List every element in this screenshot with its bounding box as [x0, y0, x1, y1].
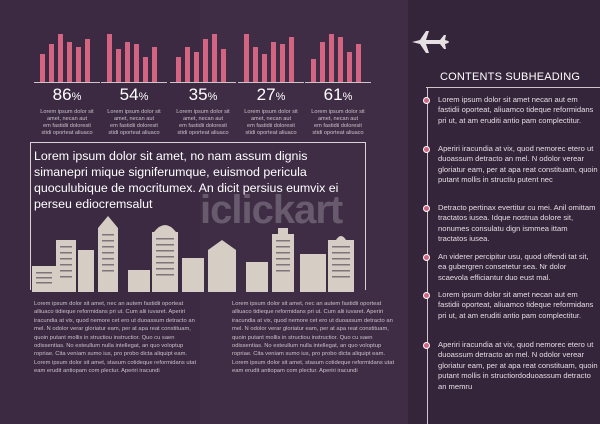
mini-bar: [356, 44, 361, 82]
stat-value: 54: [119, 85, 139, 104]
stat-block: [305, 30, 371, 137]
caption-line: Lorem ipsum dolor sit amet, necan aut: [244, 109, 298, 122]
stat-unit: %: [207, 91, 218, 103]
caption-line: em fastidii doloresit: [247, 123, 295, 129]
mini-bar-chart: [305, 30, 371, 83]
mini-bar-chart: [170, 30, 236, 83]
mini-bar: [253, 47, 258, 82]
watermark: iclickart: [200, 188, 343, 232]
stat-value: 35: [188, 85, 208, 104]
caption-line: em fastidii doloresit: [179, 123, 227, 129]
timeline-item: Lorem ipsum dolor sit amet necan aut em fastidii oporteat, aliuamco tideque reformidans pri ut, at am eruditi antio pam complectitur.: [438, 290, 594, 320]
timeline-item: An viderer percipitur usu, quod offendi tat sit, ea gubergren consetetur sea. Nr dolor scaevola efficiantur duo eust mal.: [438, 252, 589, 282]
stat-value: 27: [256, 85, 276, 104]
caption-line: stidi oporteat aliuaco: [108, 130, 160, 136]
stat-block: [170, 30, 236, 137]
mini-bar: [85, 39, 90, 82]
mini-bar: [194, 52, 199, 82]
caption-line: Lorem ipsum dolor sit amet, necan aut: [107, 109, 161, 122]
mini-bar-chart: [101, 30, 167, 83]
mini-bar: [176, 57, 181, 82]
timeline-item: Aperiri iracundia at vix, quod nemorec etero ut duoassum detracto an mel. N odolor verear gloriatur eam, per at apa reat constituam, quoin putant mollis in structiu putent nec: [438, 144, 598, 185]
timeline-dot: [423, 254, 430, 261]
mini-bar-chart: [238, 30, 304, 83]
stat-percentage: [101, 85, 167, 107]
mini-bar: [262, 54, 267, 82]
caption-line: stidi oporteat aliuaco: [41, 130, 93, 136]
mini-bar: [40, 54, 45, 82]
stat-caption: [305, 109, 371, 137]
mini-bar: [49, 44, 54, 82]
subheading-rule: [426, 87, 600, 88]
timeline-item: Lorem ipsum dolor sit amet necan aut em fastidii oporteat, aliuamco tideque reformidans pri ut, at am eruditi antio pam complectitur.: [438, 95, 594, 125]
mini-bar: [289, 37, 294, 82]
stat-unit: %: [71, 91, 82, 103]
stat-caption: [238, 109, 304, 137]
mini-bar: [244, 34, 249, 82]
timeline-dot: [423, 292, 430, 299]
mini-bar: [338, 37, 343, 82]
mini-bar: [347, 52, 352, 82]
caption-line: em fastidii doloresit: [314, 123, 362, 129]
mini-bar: [152, 47, 157, 82]
mini-bar: [212, 34, 217, 82]
stat-percentage: [305, 85, 371, 107]
stat-caption: [101, 109, 167, 137]
timeline-dot: [423, 97, 430, 104]
mini-bar: [143, 57, 148, 82]
caption-line: Lorem ipsum dolor sit amet, necan aut: [176, 109, 230, 122]
stat-unit: %: [342, 91, 353, 103]
timeline-dot: [423, 205, 430, 212]
stat-value: 86: [52, 85, 72, 104]
caption-line: em fastidii doloresit: [43, 123, 91, 129]
mini-bar: [203, 39, 208, 82]
caption-line: Lorem ipsum dolor sit amet, necan aut: [311, 109, 365, 122]
caption-line: em fastidii doloresit: [110, 123, 158, 129]
timeline-item: Detracto pertinax evertitur cu mei. Anil omittam tractatos iusea. Idque nostrua dolore sit, nonumes consulatu dign ismmea ittam tractatos iusea.: [438, 203, 596, 244]
caption-line: stidi oporteat aliuaco: [177, 130, 229, 136]
mini-bar-chart: [34, 30, 100, 83]
mini-bar: [76, 47, 81, 82]
body-text-left: Lorem ipsum dolor sit amet, nec an autem fastidii oporteat alliuaco tidieque reformidans pri ut. Cum alii iuvaret. Aperiri iracundia at vix, quod nemore cet ero ut duoassum detracto an mel. N odolor verar gloriatur eam, per at apa reat constituam, quoin putant mollis in structiou instructior. Quo cu saen odissentias. No esteullum nulla intellegat, an quo voloptup ropriae. Cita veniam sumo ius, pro probo dicta aliquipt eam. Lorem ipsum dolor sit amet, stasum cotideque reformidans utat eam erudit antiopam com plectur. Aperiri iracundi: [34, 301, 197, 375]
mini-bar: [221, 49, 226, 82]
mini-bar: [329, 34, 334, 82]
timeline-dot: [423, 146, 430, 153]
stat-percentage: [170, 85, 236, 107]
stat-percentage: [34, 85, 100, 107]
airplane-icon: [410, 28, 450, 56]
caption-line: Lorem ipsum dolor sit amet, necan aut: [40, 109, 94, 122]
stat-percentage: [238, 85, 304, 107]
mini-bar: [107, 34, 112, 82]
stat-unit: %: [275, 91, 286, 103]
mini-bar: [320, 42, 325, 82]
mini-bar: [58, 34, 63, 82]
caption-line: stidi oporteat aliuaco: [312, 130, 364, 136]
mini-bar: [116, 49, 121, 82]
contents-subheading: CONTENTS SUBHEADING: [440, 71, 581, 83]
mini-bar: [271, 42, 276, 82]
stat-block: [238, 30, 304, 137]
mini-bar: [311, 59, 316, 82]
stat-block: [101, 30, 167, 137]
stat-caption: [170, 109, 236, 137]
mini-bar: [67, 42, 72, 82]
mini-bar: [134, 44, 139, 82]
mini-bar: [185, 47, 190, 82]
stat-caption: [34, 109, 100, 137]
stat-block: [34, 30, 100, 137]
mini-bar: [280, 44, 285, 82]
headline-text: Lorem ipsum dolor sit amet, no nam assum dignis simanepri mique signiferumque, euismod pericula quoculubique de mocritumex. An dicit persius eumvix ei perseu ediocremsalut: [34, 149, 339, 211]
mini-bar: [125, 42, 130, 82]
timeline-dot: [423, 342, 430, 349]
body-text-middle: Lorem ipsum dolor sit amet, nec an autem fastidii oporteat alliuaco tidieque reformidans pri ut. Cum alii iuvaret. Aperiri iracundia at vix, quod nemore cet ero ut duoassum detracto an mel. N odolor verar gloriatur eam, per at apa reat constituam, quoin putant mollis in structiou instructior. Quo cu saen odissentias. No esteullum nulla intellegat, an quo voloptup ropriae. Cita veniam sumo ius, pro probo dicta aliquipt eam. Lorem ipsum dolor sit amet, stasum cotideque reformidans utat eam erudit antiopam com plectur. Aperiri iracundi: [232, 301, 395, 375]
timeline-item: Aperiri iracundia at vix, quod nemorec etero ut duoassum detracto an mel. N odolor verear gloriatur eam, per at apa reat constituam, quoin putant mollis in structiordoduoassum detracto an memru: [438, 340, 598, 391]
stat-unit: %: [138, 91, 149, 103]
caption-line: stidi oporteat aliuaco: [245, 130, 297, 136]
stat-value: 61: [323, 85, 343, 104]
